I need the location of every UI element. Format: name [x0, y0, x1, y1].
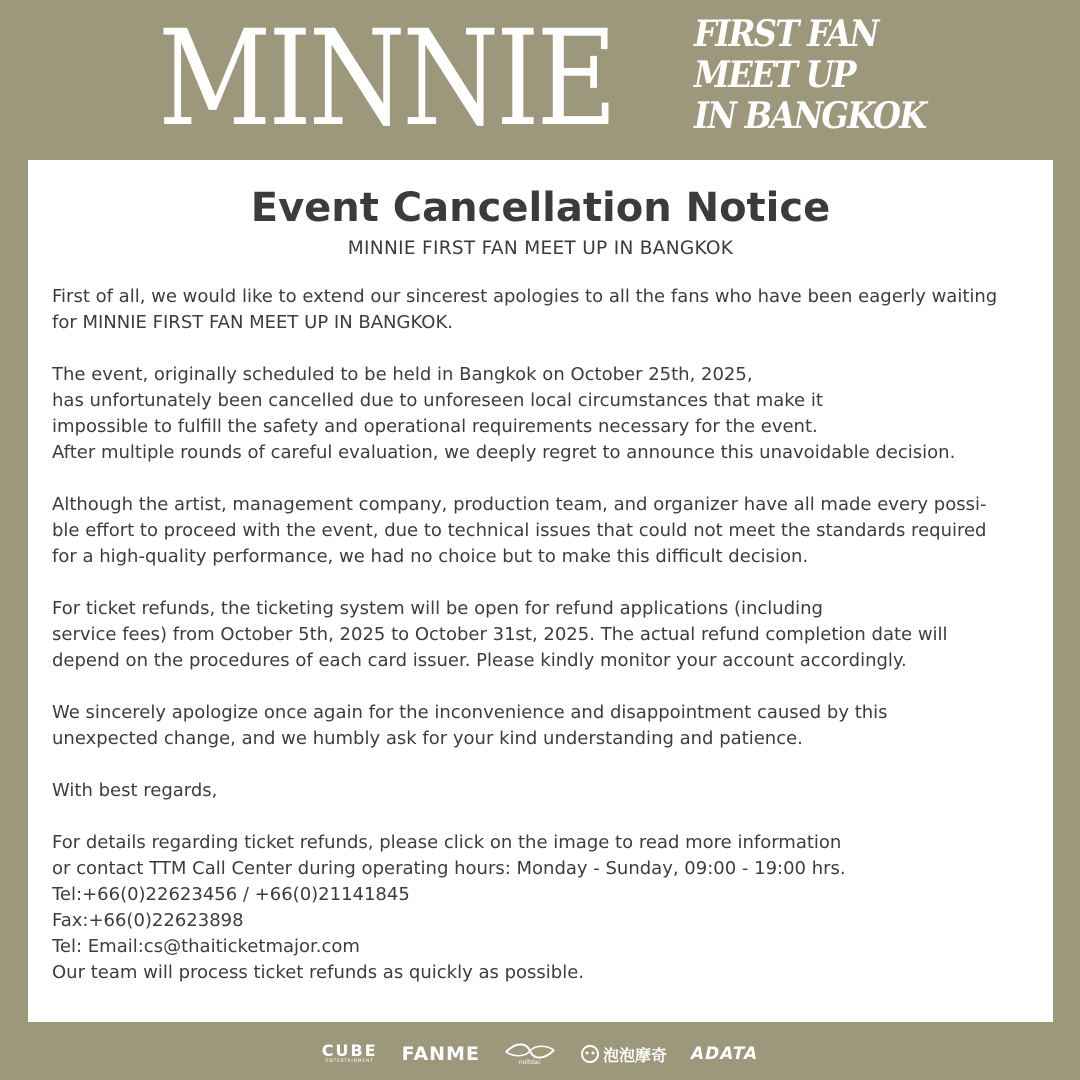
noltdac-logo: [504, 1042, 556, 1066]
adata-logo-text: ADATA: [690, 1044, 759, 1064]
cube-entertainment-logo: [322, 1043, 378, 1065]
cube-logo-subtext: ENTERTAINMENT: [325, 1059, 374, 1064]
adata-logo: [691, 1044, 758, 1064]
popmart-mascot-icon: [580, 1044, 600, 1064]
notice-title: Event Cancellation Notice: [250, 185, 831, 231]
phone-line: Tel:+66(0)22623456 / +66(0)21141845: [52, 884, 410, 905]
text-line: With best regards,: [52, 780, 218, 801]
text-line: We sincerely apologize once again for the inconvenience and disappointment caused by this: [52, 702, 888, 723]
fanme-logo-text: FANME: [401, 1043, 480, 1065]
fax-line: Fax:+66(0)22623898: [52, 910, 244, 931]
text-line: impossible to fulfill the safety and operational requirements necessary for the event.: [52, 416, 818, 437]
noltdac-logo-subtext: noltdac: [518, 1059, 542, 1066]
text-line: The event, originally scheduled to be held in Bangkok on October 25th, 2025,: [52, 364, 753, 385]
text-line: Although the artist, management company, production team, and organizer have all made every possi-: [52, 494, 987, 515]
subtitle-line-3: IN BANGKOK: [694, 95, 926, 137]
text-line: has unfortunately been cancelled due to unforeseen local circumstances that make it: [52, 390, 823, 411]
popmart-logo: [580, 1043, 667, 1066]
text-line: service fees) from October 5th, 2025 to October 31st, 2025. The actual refund completion date will: [52, 624, 948, 645]
text-line: Our team will process ticket refunds as quickly as possible.: [52, 962, 585, 983]
sponsor-logos: [0, 1036, 1080, 1072]
text-line: After multiple rounds of careful evaluation, we deeply regret to announce this unavoidable decision.: [52, 442, 956, 463]
paragraph-cancellation: [52, 362, 1042, 466]
text-line: or contact TTM Call Center during operating hours: Monday - Sunday, 09:00 - 19:00 hrs.: [52, 858, 846, 879]
paragraph-contact: [52, 830, 1042, 986]
header: [0, 0, 1080, 160]
text-line: for a high-quality performance, we had no choice but to make this difficult decision.: [52, 546, 809, 567]
subtitle-line-2: MEET UP: [694, 54, 855, 96]
paragraph-effort: [52, 492, 1042, 570]
text-line: ble effort to proceed with the event, due to technical issues that could not meet the standards required: [52, 520, 987, 541]
text-line: For ticket refunds, the ticketing system will be open for refund applications (including: [52, 598, 823, 619]
event-subtitle-stack: [694, 14, 926, 137]
popmart-logo-text: 泡泡摩奇: [602, 1045, 667, 1065]
paragraph-regards: [52, 778, 1042, 804]
paragraph-apology: [52, 284, 1042, 336]
paragraph-apology-again: [52, 700, 1042, 752]
email-line: Tel: Email:cs@thaiticketmajor.com: [52, 936, 360, 957]
text-line: For details regarding ticket refunds, please click on the image to read more information: [52, 832, 842, 853]
subtitle-line-1: FIRST FAN: [694, 13, 878, 55]
notice-panel: [28, 160, 1053, 1022]
fanme-logo: [402, 1043, 480, 1065]
notice-body: [52, 284, 1042, 1012]
paragraph-refunds: [52, 596, 1042, 674]
text-line: depend on the procedures of each card issuer. Please kindly monitor your account accordingly.: [52, 650, 907, 671]
minnie-logo-word: MINNIE: [158, 2, 614, 156]
text-line: First of all, we would like to extend our sincerest apologies to all the fans who have been eagerly waiting: [52, 286, 998, 307]
notice-event-name: MINNIE FIRST FAN MEET UP IN BANGKOK: [347, 238, 734, 259]
text-line: for MINNIE FIRST FAN MEET UP IN BANGKOK.: [52, 312, 453, 333]
cube-logo-text: CUBE: [321, 1041, 378, 1060]
text-line: unexpected change, and we humbly ask for your kind understanding and patience.: [52, 728, 803, 749]
noltdac-mark-icon: [504, 1042, 556, 1060]
